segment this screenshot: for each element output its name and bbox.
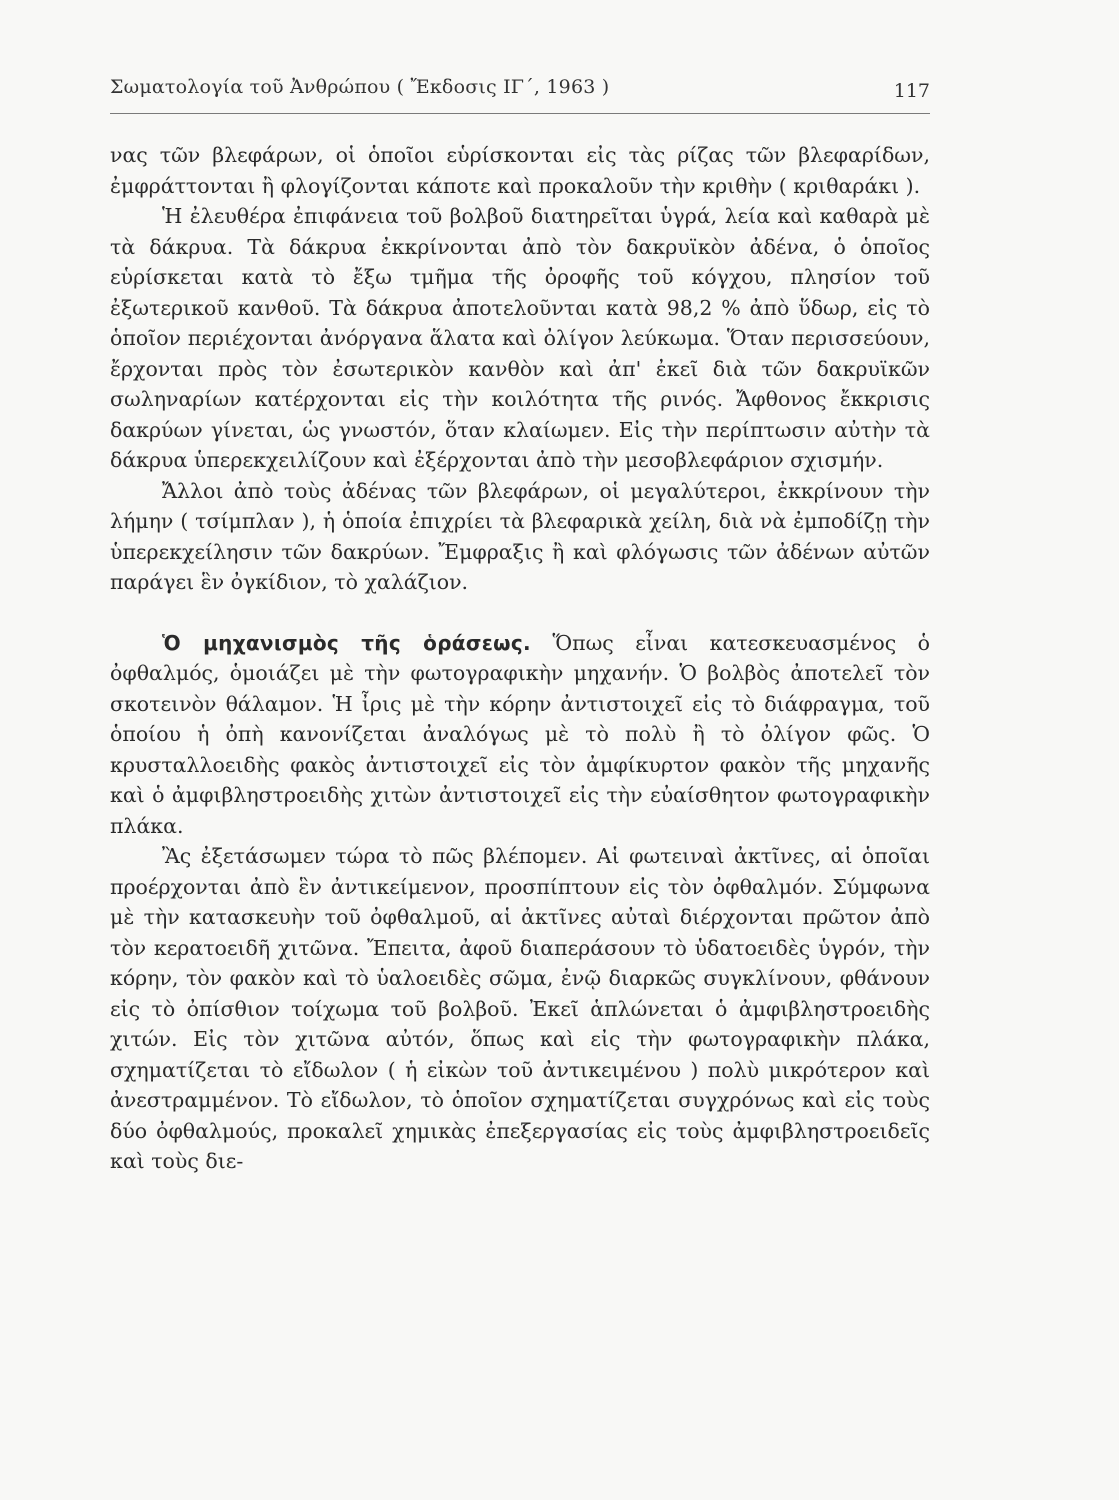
section-title: Ὁ μηχανισμὸς τῆς ὁράσεως. — [162, 630, 531, 655]
page-number: 117 — [893, 80, 930, 102]
header-rule — [110, 113, 930, 114]
section-vision-mechanism — [110, 628, 930, 1177]
page-body — [110, 140, 930, 1177]
section-second-paragraph: Ἂς ἐξετάσωμεν τώρα τὸ πῶς βλέπομεν. Αἱ φωτειναὶ ἀκτῖνες, αἱ ὁποῖαι προέρχονται ἀπὸ ἓν ἀντικείμενον, προσπίπτουν εἰς τὸν ὀφθαλμόν. Σύμφωνα μὲ τὴν κατασκευὴν τοῦ ὀφθαλμοῦ, αἱ ἀκτῖνες αὐταὶ διέρχονται πρῶτον ἀπὸ τὸν κερατοειδῆ χιτῶνα. Ἔπειτα, ἀφοῦ διαπεράσουν τὸ ὑδατοειδὲς ὑγρόν, τὴν κόρην, τὸν φακὸν καὶ τὸ ὑαλοειδὲς σῶμα, ἐνῷ διαρκῶς συγκλίνουν, φθάνουν εἰς τὸ ὀπίσθιον τοίχωμα τοῦ βολβοῦ. Ἐκεῖ ἁπλώνεται ὁ ἀμφιβληστροειδὴς χιτών. Εἰς τὸν χιτῶνα αὐτόν, ὅπως καὶ εἰς τὴν φωτογραφικὴν πλάκα, σχηματίζεται τὸ εἴδωλον ( ἡ εἰκὼν τοῦ ἀντικειμένου ) πολὺ μικρότερον καὶ ἀνεστραμμένον. Τὸ εἴδωλον, τὸ ὁποῖον σχηματίζεται συγχρόνως καὶ εἰς τοὺς δύο ὀφθαλμούς, προκαλεῖ χημικὰς ἐπεξεργασίας εἰς τοὺς ἀμφιβληστροειδεῖς καὶ τοὺς διε- — [110, 844, 930, 1173]
running-head: Σωματολογία τοῦ Ἀνθρώπου ( Ἔκδοσις ΙΓ΄, 1963 ) — [110, 76, 610, 98]
paragraph-tears: Ἡ ἐλευθέρα ἐπιφάνεια τοῦ βολβοῦ διατηρεῖται ὑγρά, λεία καὶ καθαρὰ μὲ τὰ δάκρυα. Τὰ δάκρυα ἐκκρίνονται ἀπὸ τὸν δακρυϊκὸν ἀδένα, ὁ ὁποῖος εὑρίσκεται κατὰ τὸ ἔξω τμῆμα τῆς ὀροφῆς τοῦ κόγχου, πλησίον τοῦ ἐξωτερικοῦ κανθοῦ. Τὰ δάκρυα ἀποτελοῦνται κατὰ 98,2 % ἀπὸ ὕδωρ, εἰς τὸ ὁποῖον περιέχονται ἀνόργανα ἅλατα καὶ ὀλίγον λεύκωμα. Ὅταν περισσεύουν, ἔρχονται πρὸς τὸν ἐσωτερικὸν κανθὸν καὶ ἀπ' ἐκεῖ διὰ τῶν δακρυϊκῶν σωληναρίων κατέρχονται εἰς τὴν κοιλότητα τῆς ρινός. Ἄφθονος ἔκκρισις δακρύων γίνεται, ὡς γνωστόν, ὅταν κλαίωμεν. Εἰς τὴν περίπτωσιν αὐτὴν τὰ δάκρυα ὑπερεκχειλίζουν καὶ ἐξέρχονται ἀπὸ τὴν μεσοβλεφάριον σχισμήν. — [110, 204, 930, 472]
page-header — [110, 72, 930, 112]
paragraph-eyelid-glands: Ἄλλοι ἀπὸ τοὺς ἀδένας τῶν βλεφάρων, οἱ μεγαλύτεροι, ἐκκρίνουν τὴν λήμην ( τσίμπλαν ), ἡ ὁποία ἐπιχρίει τὰ βλεφαρικὰ χείλη, διὰ νὰ ἐμποδίζῃ τὴν ὑπερεκχείλησιν τῶν δακρύων. Ἔμφραξις ἢ καὶ φλόγωσις τῶν ἀδένων αὐτῶν παράγει ἓν ὀγκίδιον, τὸ χαλάζιον. — [110, 478, 930, 594]
paragraph-continuation: νας τῶν βλεφάρων, οἱ ὁποῖοι εὑρίσκονται εἰς τὰς ρίζας τῶν βλεφαρίδων, ἐμφράττονται ἢ φλογίζονται κάποτε καὶ προκαλοῦν τὴν κριθὴν ( κριθαράκι ). — [110, 143, 930, 198]
section-first-paragraph-text: Ὅπως εἶναι κατεσκευασμένος ὁ ὀφθαλμός, ὁμοιάζει μὲ τὴν φωτογραφικὴν μηχανήν. Ὁ βολβὸς ἀποτελεῖ τὸν σκοτεινὸν θάλαμον. Ἡ ἶρις μὲ τὴν κόρην ἀντιστοιχεῖ εἰς τὸ διάφραγμα, τοῦ ὁποίου ἡ ὀπὴ κανονίζεται ἀναλόγως μὲ τὸ πολὺ ἢ τὸ ὀλίγον φῶς. Ὁ κρυσταλλοειδὴς φακὸς ἀντιστοιχεῖ εἰς τὸν ἀμφίκυρτον φακὸν τῆς μηχανῆς καὶ ὁ ἀμφιβληστροειδὴς χιτὼν ἀντιστοιχεῖ εἰς τὴν εὐαίσθητον φωτογραφικὴν πλάκα. — [110, 630, 930, 838]
section-first-paragraph — [110, 628, 930, 842]
